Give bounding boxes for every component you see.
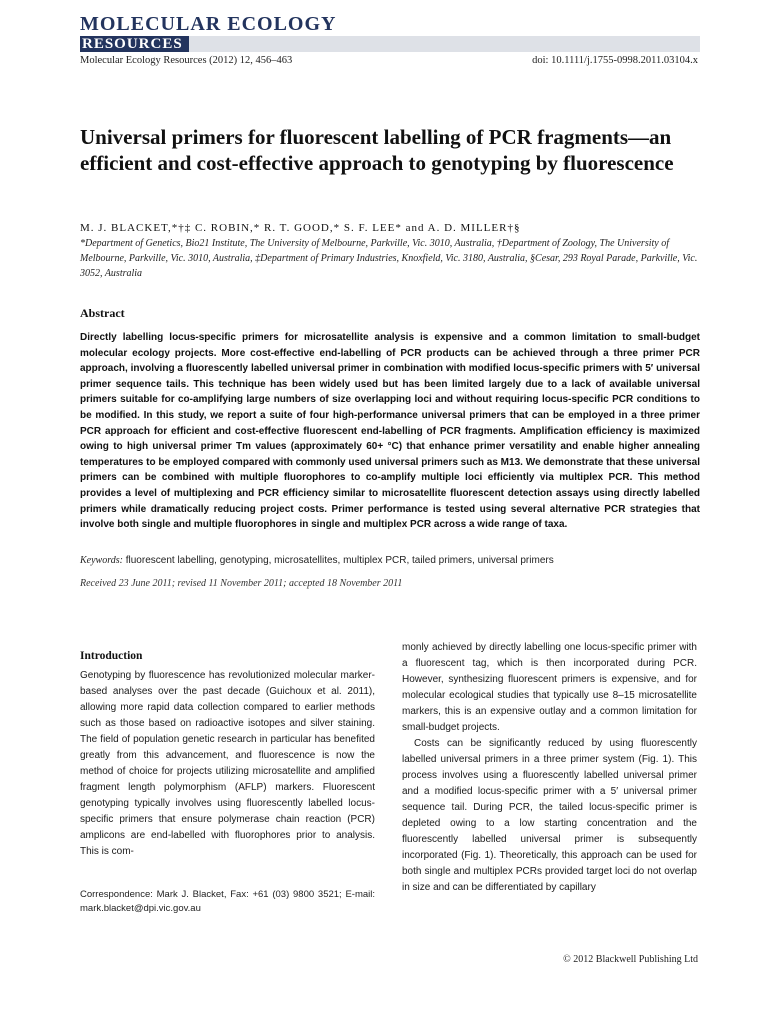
introduction-heading: Introduction: [80, 650, 143, 662]
intro-paragraph-2: Costs can be significantly reduced by using fluorescently labelled universal primers in a three primer system (Fig. 1). This process involves using a fluorescently labelled universal primer and a modified locus-specific primer with a 5′ universal primer sequence tail. During PCR, the tailed locus-specific primer is depleted owing to a low starting concentration and the fluorescently labelled universal primer is subsequently incorporated (Fig. 1). Theoretically, this approach can be used for both single and multiplex PCRs provided target loci do not overlap in size and can be differentiated by capillary: [402, 738, 697, 893]
abstract-text: Directly labelling locus-specific primers for microsatellite analysis is expensive and a common limitation to small-budget molecular ecology projects. More cost-effective end-labelling of PCR products can be achieved through a three primer PCR approach, involving a fluorescently labelled universal primer in combination with modified locus-specific primers with 5′ universal primer sequence tails. This technique has been widely used but has been limited largely due to a lack of available universal primers suitable for co-amplifying large numbers of size overlapping loci and without requiring locus-specific PCR conditions to be modified. In this study, we report a suite of four high-performance universal primers that can be employed in a three primer PCR approach for efficient and cost-effective fluorescent end-labelling of PCR fragments. Amplification efficiency is maximized owing to high universal primer Tm values (approximately 60+ °C) that enhance primer versatility and enable higher annealing temperatures to be employed compared with commonly used universal primers such as M13. We demonstrate that these universal primers can be combined with multiple fluorophores to co-amplify multiple loci efficiently via multiplex PCR. This method provides a level of multiplexing and PCR efficiency similar to microsatellite fluorescent detection assays using directly labelled primers while dramatically reducing project costs. Primer performance is tested using several alternative PCR strategies that involve both single and multiple fluorophores in single and multiplex PCR across a wide range of taxa.: [80, 332, 701, 531]
masthead-bar: [189, 36, 700, 52]
masthead-line1: MOLECULAR ECOLOGY: [80, 12, 337, 35]
intro-paragraph-1: Genotyping by fluorescence has revolutionized molecular marker-based analyses over the past decade (Guichoux et al. 2011), allowing more rapid data collection compared to earlier methods such as those based on radioactive isotopes and silver staining. The field of population genetic research in particular has benefited greatly from this advancement, and fluorescence is now the method of choice for projects utilizing microsatellite and amplified fragment length polymorphism (AFLP) markers. Fluorescent genotyping typically involves using fluorescently labelled locus-specific primers that ensure polymerase chain reaction (PCR) amplicons are end-labelled with fluorophores prior to analysis. This is com-: [80, 670, 375, 857]
journal-masthead: [80, 14, 700, 52]
abstract-heading: Abstract: [80, 306, 125, 320]
correspondence-note: Correspondence: Mark J. Blacket, Fax: +61 (03) 9800 3521; E-mail: mark.blacket@dpi.vic.gov.au: [80, 889, 375, 914]
affiliations: *Department of Genetics, Bio21 Institute, The University of Melbourne, Parkville, Vic. 3010, Australia, †Department of Zoology, The University of Melbourne, Parkville, Vic. 3010, Australia, ‡Department of Primary Industries, Knoxfield, Vic. 3180, Australia, §Cesar, 293 Royal Parade, Parkville, Vic. 3052, Australia: [80, 238, 698, 279]
keywords-label: Keywords:: [80, 555, 123, 566]
keywords-text: fluorescent labelling, genotyping, microsatellites, multiplex PCR, tailed primers, universal primers: [125, 555, 554, 566]
article-title: Universal primers for fluorescent labelling of PCR fragments—an efficient and cost-effective approach to genotyping by fluorescence: [80, 125, 674, 175]
copyright-notice: © 2012 Blackwell Publishing Ltd: [563, 954, 698, 965]
keywords: [80, 555, 700, 566]
received-dates: Received 23 June 2011; revised 11 November 2011; accepted 18 November 2011: [80, 578, 403, 589]
right-column: [402, 640, 697, 896]
journal-citation: Molecular Ecology Resources (2012) 12, 456–463: [80, 55, 293, 66]
masthead-line2: RESOURCES: [80, 36, 189, 52]
intro-paragraph-1-cont: monly achieved by directly labelling one locus-specific primer with a fluorescent tag, which is then incorporated during PCR. However, synthesizing fluorescent primers is expensive, and for molecular ecological studies that typically use 8–15 microsatellite markers, this is an expensive outlay and a common limitation for small-budget projects.: [402, 642, 697, 733]
doi-link[interactable]: doi: 10.1111/j.1755-0998.2011.03104.x: [532, 55, 698, 66]
author-list: M. J. BLACKET,*†‡ C. ROBIN,* R. T. GOOD,* S. F. LEE* and A. D. MILLER†§: [80, 222, 521, 234]
left-column: [80, 668, 375, 860]
